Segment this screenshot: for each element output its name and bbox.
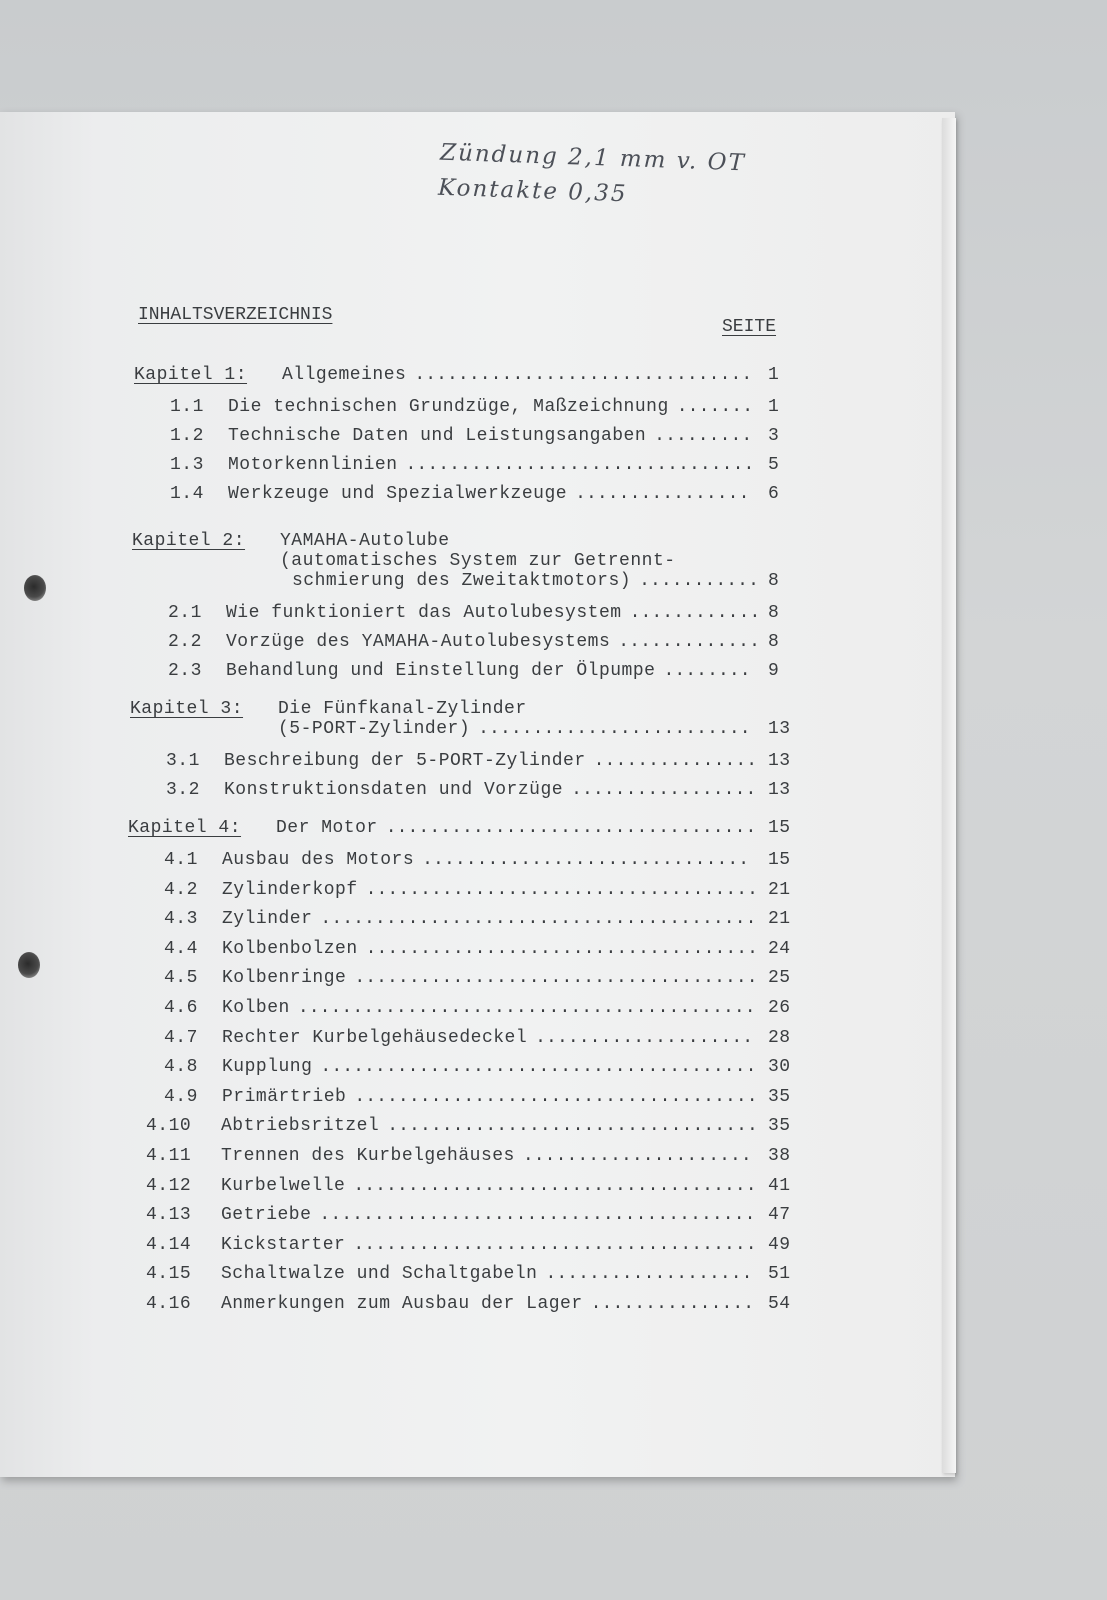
dot-leader: .................................... bbox=[365, 938, 759, 959]
dot-leader: ............. bbox=[618, 632, 760, 652]
entry-number: 1.1 bbox=[170, 397, 204, 417]
page-number: 8 bbox=[768, 571, 780, 591]
page-number: 30 bbox=[768, 1057, 791, 1078]
page-number: 15 bbox=[768, 850, 791, 870]
dot-leader: ................. bbox=[571, 780, 757, 800]
dot-leader: ....... bbox=[676, 397, 754, 417]
entry-title: Kurbelwelle bbox=[221, 1175, 346, 1196]
entry-number: 4.3 bbox=[164, 909, 198, 930]
entry-title: Konstruktionsdaten und Vorzüge bbox=[224, 780, 564, 800]
dot-leader: ......................... bbox=[478, 719, 751, 739]
entry-title: Vorzüge des YAMAHA-Autolubesystems bbox=[226, 632, 611, 652]
entry-number: 2.3 bbox=[168, 661, 202, 681]
page-number: 35 bbox=[768, 1116, 791, 1137]
dot-leader: ..................... bbox=[522, 1146, 752, 1166]
chapter-title-continued: schmierung des Zweitaktmotors) bbox=[292, 571, 632, 591]
entry-title: Anmerkungen zum Ausbau der Lager bbox=[221, 1294, 583, 1314]
entry-number: 4.8 bbox=[164, 1057, 198, 1078]
entry-number: 4.9 bbox=[164, 1086, 198, 1107]
entry-title: Beschreibung der 5-PORT-Zylinder bbox=[224, 751, 586, 771]
page-number: 8 bbox=[768, 632, 780, 652]
page-number: 8 bbox=[768, 603, 780, 623]
page-number: 54 bbox=[768, 1294, 791, 1314]
dot-leader: ................................ bbox=[405, 455, 755, 475]
page-number: 47 bbox=[768, 1205, 791, 1226]
entry-number: 4.5 bbox=[164, 968, 198, 989]
entry-number: 4.4 bbox=[164, 938, 198, 959]
dot-leader: ........................................ bbox=[320, 909, 757, 930]
entry-title: Die technischen Grundzüge, Maßzeichnung bbox=[228, 397, 669, 417]
entry-title: Kickstarter bbox=[221, 1234, 346, 1255]
entry-title: Abtriebsritzel bbox=[221, 1116, 380, 1137]
dot-leader: ............... bbox=[593, 751, 758, 771]
chapter-label: Kapitel 1: bbox=[134, 365, 248, 385]
chapter-title-continued: (5-PORT-Zylinder) bbox=[278, 719, 471, 739]
entry-title: Ausbau des Motors bbox=[222, 850, 415, 870]
entry-number: 4.14 bbox=[146, 1234, 192, 1255]
entry-title: Trennen des Kurbelgehäuses bbox=[221, 1146, 515, 1166]
dot-leader: ............................... bbox=[414, 365, 753, 385]
page-number: 1 bbox=[768, 365, 780, 385]
page-number: 13 bbox=[768, 719, 791, 739]
entry-number: 1.2 bbox=[170, 426, 204, 446]
dot-leader: ................... bbox=[545, 1264, 753, 1285]
page-number: 35 bbox=[768, 1086, 791, 1107]
entry-number: 3.1 bbox=[166, 751, 200, 771]
chapter-title: Allgemeines bbox=[282, 365, 407, 385]
chapter-title: YAMAHA-Autolube bbox=[280, 531, 450, 551]
handwritten-note: Kontakte 0,35 bbox=[437, 174, 628, 208]
page-number: 51 bbox=[768, 1264, 791, 1285]
dot-leader: .......................................... bbox=[297, 998, 756, 1018]
page-number: 41 bbox=[768, 1175, 791, 1196]
toc-row bbox=[134, 364, 780, 386]
entry-number: 4.2 bbox=[164, 879, 198, 900]
page-number: 6 bbox=[768, 484, 780, 504]
dot-leader: .................................... bbox=[365, 879, 759, 900]
entry-title: Technische Daten und Leistungsangaben bbox=[228, 426, 647, 446]
entry-number: 4.6 bbox=[164, 998, 198, 1018]
page-number: 9 bbox=[768, 661, 780, 681]
dot-leader: .................................. bbox=[385, 818, 757, 838]
entry-number: 4.16 bbox=[146, 1294, 192, 1314]
dot-leader: ......... bbox=[654, 426, 753, 446]
entry-title: Werkzeuge und Spezialwerkzeuge bbox=[228, 484, 568, 504]
dot-leader: ..................................... bbox=[353, 1175, 757, 1196]
page-number: 24 bbox=[768, 938, 791, 959]
dot-leader: .................................. bbox=[387, 1116, 758, 1137]
chapter-title-continued: (automatisches System zur Getrennt- bbox=[280, 551, 676, 571]
entry-number: 4.15 bbox=[146, 1264, 192, 1285]
toc-row bbox=[128, 817, 791, 839]
entry-title: Kolben bbox=[222, 998, 290, 1018]
page-number: 15 bbox=[768, 818, 791, 838]
chapter-label: Kapitel 3: bbox=[130, 699, 244, 719]
dot-leader: ........................................ bbox=[320, 1057, 757, 1078]
dot-leader: ..................................... bbox=[354, 1086, 758, 1107]
entry-number: 1.3 bbox=[170, 455, 204, 475]
page-number: 25 bbox=[768, 968, 791, 989]
dot-leader: ........... bbox=[639, 571, 759, 591]
page-number: 49 bbox=[768, 1234, 791, 1255]
page-number: 13 bbox=[768, 751, 791, 771]
dot-leader: ............ bbox=[629, 603, 761, 623]
handwritten-note: Zündung 2,1 mm v. OT bbox=[439, 139, 747, 177]
entry-number: 4.11 bbox=[146, 1146, 192, 1166]
page-number: 38 bbox=[768, 1146, 791, 1166]
page-number: 21 bbox=[768, 909, 791, 930]
entry-number: 3.2 bbox=[166, 780, 200, 800]
entry-number: 2.1 bbox=[168, 603, 202, 623]
page-number: 21 bbox=[768, 879, 791, 900]
entry-number: 2.2 bbox=[168, 632, 202, 652]
dot-leader: ................ bbox=[575, 484, 750, 504]
entry-title: Wie funktioniert das Autolubesystem bbox=[226, 603, 622, 623]
page-column-header: SEITE bbox=[722, 317, 777, 337]
entry-number: 4.13 bbox=[146, 1205, 192, 1226]
entry-number: 1.4 bbox=[170, 484, 204, 504]
entry-number: 4.12 bbox=[146, 1175, 192, 1196]
entry-title: Primärtrieb bbox=[222, 1086, 347, 1107]
dot-leader: ..................................... bbox=[354, 968, 758, 989]
entry-title: Zylinderkopf bbox=[222, 879, 358, 900]
entry-title: Getriebe bbox=[221, 1205, 312, 1226]
chapter-label: Kapitel 4: bbox=[128, 818, 242, 838]
chapter-label: Kapitel 2: bbox=[132, 531, 246, 551]
entry-title: Zylinder bbox=[222, 909, 313, 930]
dot-leader: ..................................... bbox=[353, 1234, 757, 1255]
page-number: 3 bbox=[768, 426, 780, 446]
dot-leader: .................... bbox=[535, 1027, 754, 1048]
chapter-title: Die Fünfkanal-Zylinder bbox=[278, 699, 527, 719]
dot-leader: .............................. bbox=[422, 850, 750, 870]
entry-title: Motorkennlinien bbox=[228, 455, 398, 475]
entry-number: 4.7 bbox=[164, 1027, 198, 1048]
dot-leader: ........ bbox=[663, 661, 751, 681]
entry-title: Kolbenringe bbox=[222, 968, 347, 989]
toc-title: INHALTSVERZEICHNIS bbox=[138, 305, 333, 325]
dot-leader: ............... bbox=[590, 1294, 755, 1314]
page-number: 13 bbox=[768, 780, 791, 800]
chapter-title: Der Motor bbox=[276, 818, 378, 838]
entry-title: Schaltwalze und Schaltgabeln bbox=[221, 1264, 538, 1285]
entry-number: 4.10 bbox=[146, 1116, 192, 1137]
toc-row bbox=[132, 530, 450, 552]
page-number: 1 bbox=[768, 397, 780, 417]
entry-title: Kolbenbolzen bbox=[222, 938, 358, 959]
entry-title: Rechter Kurbelgehäusedeckel bbox=[222, 1027, 528, 1048]
entry-title: Behandlung und Einstellung der Ölpumpe bbox=[226, 661, 656, 681]
toc-row bbox=[130, 698, 527, 720]
page-number: 26 bbox=[768, 998, 791, 1018]
page-number: 5 bbox=[768, 455, 780, 475]
dot-leader: ........................................ bbox=[319, 1205, 756, 1226]
entry-number: 4.1 bbox=[164, 850, 198, 870]
entry-title: Kupplung bbox=[222, 1057, 313, 1078]
page-number: 28 bbox=[768, 1027, 791, 1048]
